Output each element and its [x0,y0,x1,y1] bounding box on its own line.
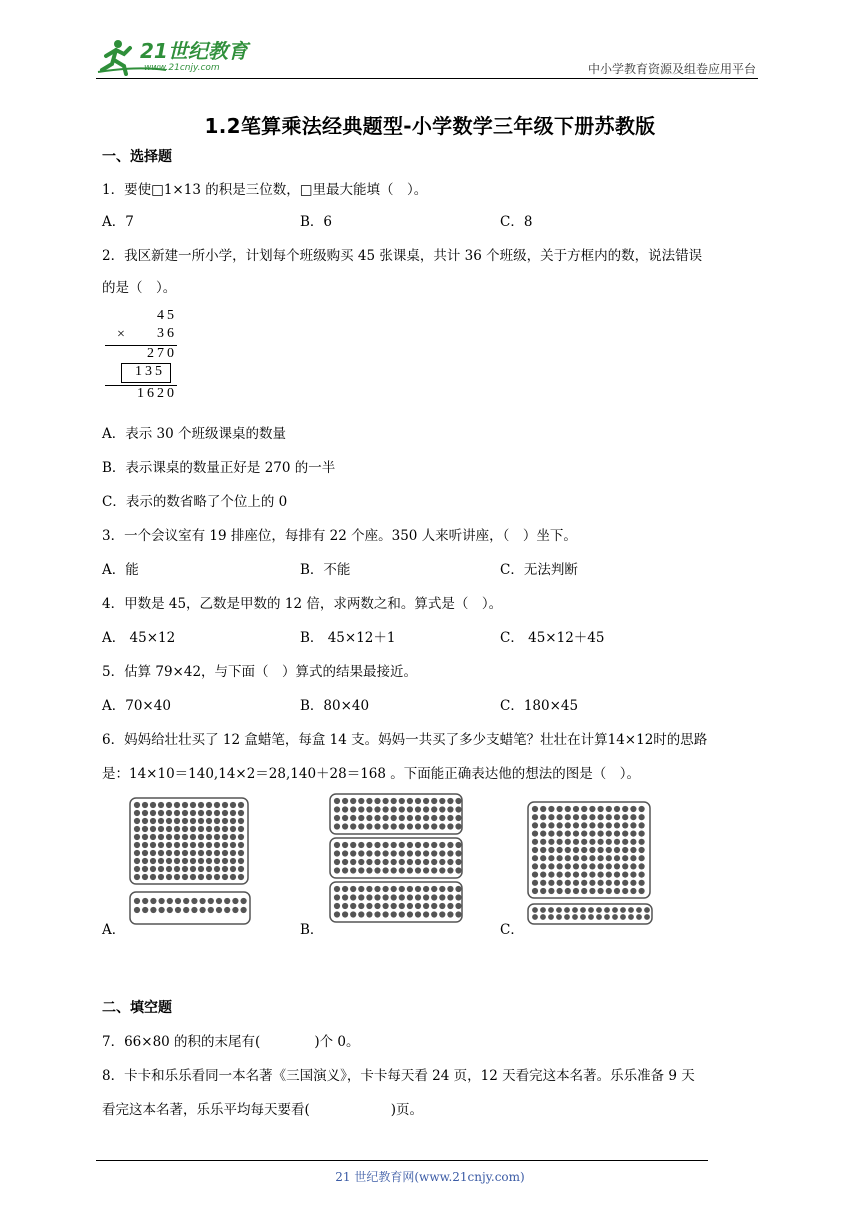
site-logo [96,36,266,76]
logo-text: 21世纪教育 [140,39,248,63]
q2-option-c: C．表示的数省略了个位上的 0 [102,494,288,510]
calc-partial-2: 135 [135,364,165,379]
calc-times-sign: × [117,327,125,342]
section-fill-heading: 二、填空题 [102,1000,172,1016]
q6-stem-line1: 6．妈妈给壮壮买了 12 盒蜡笔，每盒 14 支。妈妈一共买了多少支蜡笔？壮壮在计算14×12时的思路 [102,732,708,748]
q4-option-b: B． 45×12＋1 [300,630,396,646]
q1-option-c: C．8 [500,214,533,230]
q4-stem: 4．甲数是 45，乙数是甲数的 12 倍，求两数之和。算式是（ ）。 [102,596,503,612]
fig-c-block-small [528,904,652,924]
q1-option-b: B．6 [300,214,333,230]
q5-option-a: A．70×40 [102,698,171,714]
q5-stem: 5．估算 79×42，与下面（ ）算式的结果最接近。 [102,664,418,680]
page-title: 1.2笔算乘法经典题型-小学数学三年级下册苏教版 [204,114,656,138]
q4-option-a: A． 45×12 [102,630,176,646]
q2-option-b: B．表示课桌的数量正好是 270 的一半 [102,460,336,476]
fig-a-dots-large [134,802,244,880]
q6-option-c: C． [500,922,524,938]
q1-stem: 1．要使□1×13 的积是三位数，□里最大能填（ ）。 [102,182,428,198]
q4-option-c: C． 45×12＋45 [500,630,605,646]
q5-option-c: C．180×45 [500,698,579,714]
q1-option-a: A．7 [102,214,134,230]
footer-text: 21 世纪教育网(www.21cnjy.com) [335,1170,525,1184]
fig-b-dots-2 [334,842,462,874]
fig-a-dots-small [134,898,247,913]
section-choice-heading: 一、选择题 [102,149,172,165]
dot-array-figure-b [328,792,466,926]
header-divider [96,78,758,79]
fig-c-dots-large [532,806,645,894]
q3-stem: 3．一个会议室有 19 排座位，每排有 22 个座。350 人来听讲座，（ ）坐下。 [102,528,577,544]
q8-stem-line1: 8．卡卡和乐乐看同一本名著《三国演义》，卡卡每天看 24 页，12 天看完这本名著。乐乐准备 9 天 [102,1068,695,1084]
q6-option-b: B． [300,922,324,938]
q6-stem-line2: 是：14×10＝140,14×2＝28,140＋28＝168 。下面能正确表达他的想法的图是（ ）。 [102,766,641,782]
calc-partial-1: 270 [147,346,177,361]
q3-option-c: C．无法判断 [500,562,578,578]
q2-stem-line1: 2．我区新建一所小学，计划每个班级购买 45 张课桌，共计 36 个班级，关于方框内的数，说法错误 [102,248,703,264]
fig-a-block-small [130,892,250,924]
fig-b-dots-3 [334,886,462,918]
logo-url: www.21cnjy.com [144,63,220,73]
q7-stem: 7．66×80 的积的末尾有( )个 0。 [102,1034,360,1050]
calc-multiplier: 36 [157,326,177,341]
runner-logo-icon [96,36,266,76]
q2-stem-line2: 的是（ ）。 [102,280,177,296]
q3-option-a: A．能 [102,562,139,578]
q2-option-a: A．表示 30 个班级课桌的数量 [102,426,287,442]
q8-stem-line2: 看完这本名著，乐乐平均每天要看( )页。 [102,1102,424,1118]
header-platform-text: 中小学教育资源及组卷应用平台 [587,62,756,76]
calc-result: 1620 [137,386,177,401]
calc-multiplicand: 45 [157,308,177,323]
dot-array-figure-c [526,800,654,928]
dot-array-figure-a [128,796,252,928]
fig-b-dots-1 [334,798,462,830]
fig-c-dots-small [532,907,650,920]
q5-option-b: B．80×40 [300,698,370,714]
fig-a-block-large [130,798,248,884]
vertical-multiplication [105,306,185,406]
q6-option-a: A． [102,922,126,938]
footer-divider [96,1160,708,1161]
q3-option-b: B．不能 [300,562,351,578]
